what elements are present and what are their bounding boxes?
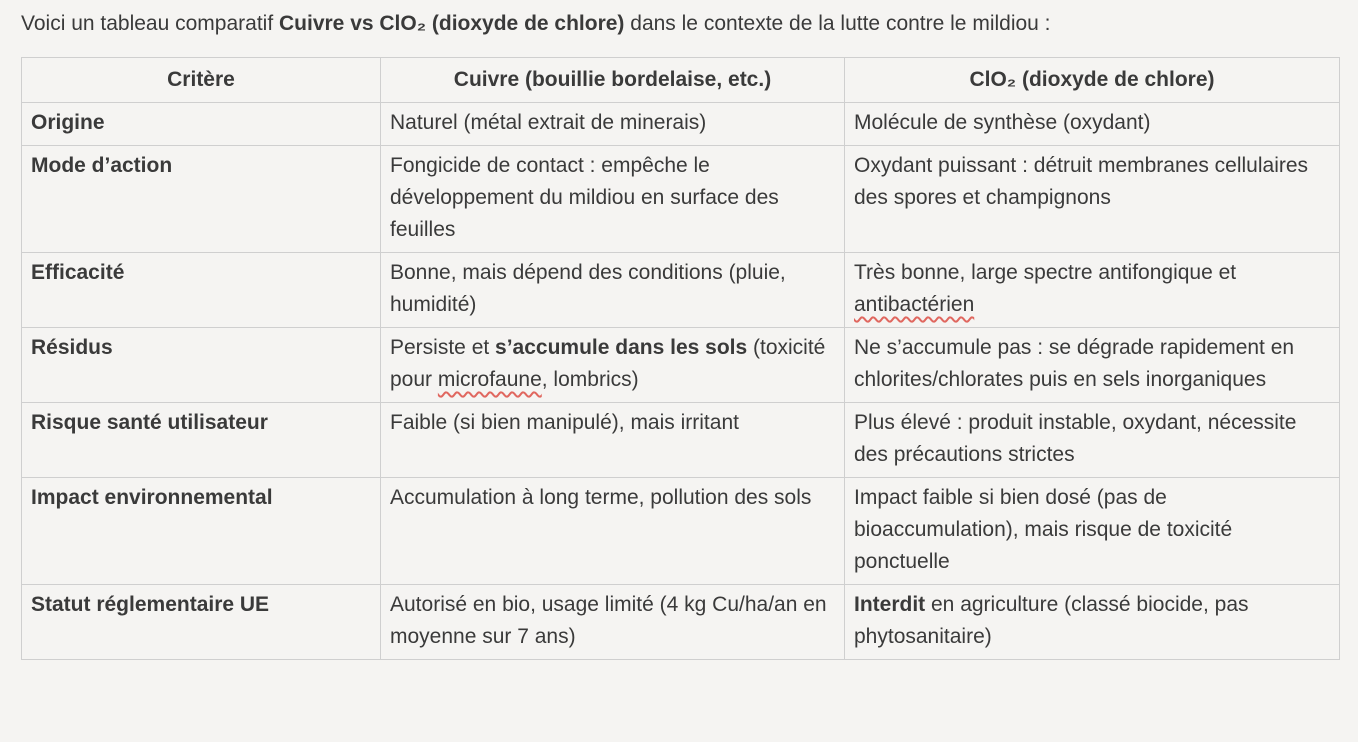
row-clo2-cell: Plus élevé : produit instable, oxydant, nécessite des précautions strictes	[845, 403, 1340, 478]
row-clo2-cell: Molécule de synthèse (oxydant)	[845, 103, 1340, 146]
row-criterion: Origine	[22, 103, 381, 146]
intro-paragraph	[21, 9, 1341, 39]
intro-prefix: Voici un tableau comparatif	[21, 12, 279, 35]
row-criterion: Efficacité	[22, 253, 381, 328]
row-criterion: Statut réglementaire UE	[22, 585, 381, 660]
spellcheck-flagged-word[interactable]: antibactérien	[854, 293, 975, 316]
row-criterion: Impact environnemental	[22, 478, 381, 585]
row-clo2-cell	[845, 585, 1340, 660]
row-clo2-cell	[845, 253, 1340, 328]
header-clo2: ClO₂ (dioxyde de chlore)	[845, 58, 1340, 103]
cell-text: Très bonne, large spectre antifongique et	[854, 261, 1237, 284]
cell-text: en agriculture (classé biocide, pas phytosanitaire)	[854, 593, 1249, 648]
table-row	[22, 146, 1340, 253]
table-header-row	[22, 58, 1340, 103]
header-copper: Cuivre (bouillie bordelaise, etc.)	[381, 58, 845, 103]
cell-text: Persiste et	[390, 336, 496, 359]
row-criterion: Mode d’action	[22, 146, 381, 253]
intro-suffix: dans le contexte de la lutte contre le mildiou :	[624, 12, 1051, 35]
row-copper-cell: Faible (si bien manipulé), mais irritant	[381, 403, 845, 478]
row-criterion: Risque santé utilisateur	[22, 403, 381, 478]
row-copper-cell: Accumulation à long terme, pollution des sols	[381, 478, 845, 585]
table-row	[22, 103, 1340, 146]
table-row	[22, 328, 1340, 403]
row-clo2-cell: Oxydant puissant : détruit membranes cellulaires des spores et champignons	[845, 146, 1340, 253]
comparison-table	[21, 57, 1340, 660]
row-clo2-cell: Ne s’accumule pas : se dégrade rapidement en chlorites/chlorates puis en sels inorganiques	[845, 328, 1340, 403]
header-criterion: Critère	[22, 58, 381, 103]
table-row	[22, 478, 1340, 585]
intro-bold: Cuivre vs ClO₂ (dioxyde de chlore)	[279, 12, 625, 35]
row-criterion: Résidus	[22, 328, 381, 403]
row-copper-cell: Autorisé en bio, usage limité (4 kg Cu/ha/an en moyenne sur 7 ans)	[381, 585, 845, 660]
row-copper-cell: Naturel (métal extrait de minerais)	[381, 103, 845, 146]
cell-text: , lombrics)	[541, 368, 639, 391]
spellcheck-flagged-word[interactable]: microfaune	[437, 368, 542, 391]
row-clo2-cell: Impact faible si bien dosé (pas de bioaccumulation), mais risque de toxicité ponctuelle	[845, 478, 1340, 585]
cell-bold-text: s’accumule dans les sols	[495, 336, 748, 359]
row-copper-cell: Fongicide de contact : empêche le développement du mildiou en surface des feuilles	[381, 146, 845, 253]
row-copper-cell	[381, 328, 845, 403]
table-row	[22, 253, 1340, 328]
row-copper-cell: Bonne, mais dépend des conditions (pluie, humidité)	[381, 253, 845, 328]
table-row	[22, 403, 1340, 478]
cell-bold-text: Interdit	[854, 593, 926, 616]
cell-text: (toxicité pour	[390, 336, 826, 391]
table-row	[22, 585, 1340, 660]
